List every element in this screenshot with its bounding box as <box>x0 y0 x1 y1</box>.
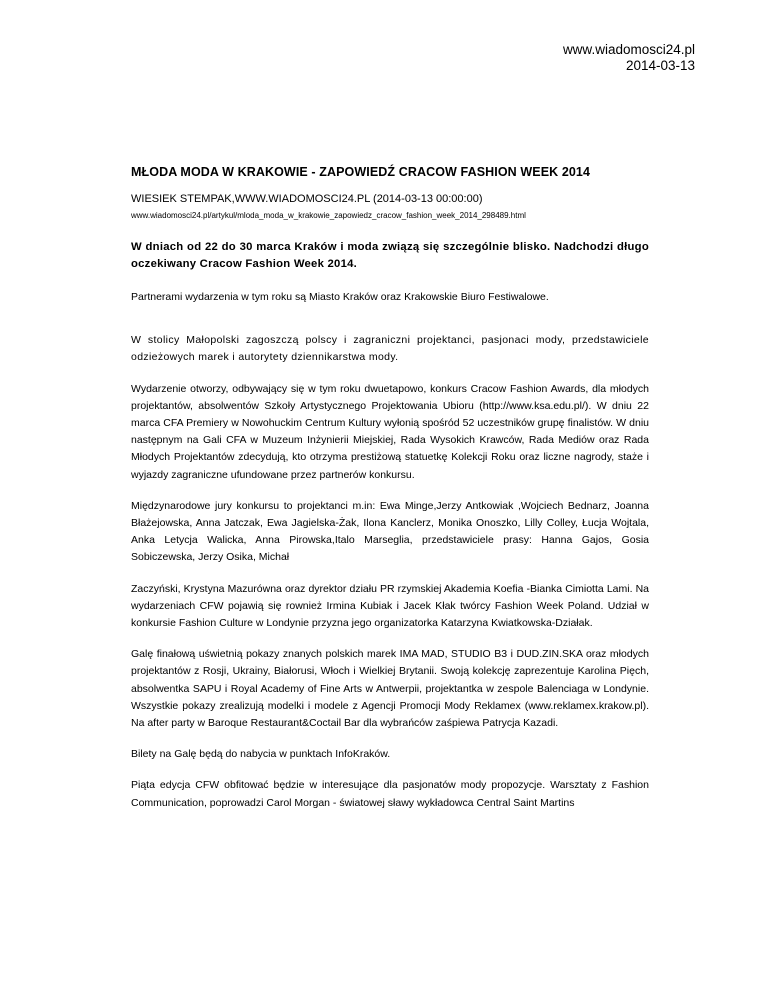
paragraph-jury: Międzynarodowe jury konkursu to projektanci m.in: Ewa Minge,Jerzy Antkowiak ,Wojciech Bednarz, Joanna Błażejowska, Anna Jatczak, Ewa Jagielska-Żak, Ilona Kanclerz, Monika Onoszko, Lilly Colley, Łucja Wojtala, Anka Letycja Walicka, Anna Pirowska,Italo Marseglia, przedstawiciele prasy: Hanna Gajos, Gosia Sobiczewska, Jerzy Osika, Michał <box>131 499 649 564</box>
paragraph-workshops: Piąta edycja CFW obfitować będzie w interesujące dla pasjonatów mody propozycje. Warsztaty z Fashion Communication, poprowadzi Carol Morgan - światowej sławy wykładowca Central Saint Martins <box>131 779 649 809</box>
paragraph-jury-continued: Zaczyński, Krystyna Mazurówna oraz dyrektor działu PR rzymskiej Akademia Koefia -Bianka Cimiotta Lami. Na wydarzeniach CFW pojawią się rownież Irmina Kubiak i Jacek Kłak twórcy Fashion Week Poland. Udział w konkursie Fashion Culture w Londynie przyzna jego organizatorka Katarzyna Kwiatkowska-Działak. <box>131 582 649 630</box>
header-date: 2014-03-13 <box>625 58 695 73</box>
site-name: www.wiadomosci24.pl <box>562 42 695 57</box>
article-title: MŁODA MODA W KRAKOWIE - ZAPOWIEDŹ CRACOW FASHION WEEK 2014 <box>131 165 591 179</box>
paragraph-gala: Galę finałową uświetnią pokazy znanych polskich marek IMA MAD, STUDIO B3 i DUD.ZIN.SKA oraz młodych projektantów z Rosji, Ukrainy, Białorusi, Włoch i Wielkiej Brytanii. Swoją kolekcję zaprezentuje Karolina Pięch, absolwentka SAPU i Royal Academy of Fine Arts w Antwerpii, projektantka w zespole Balenciaga w Londynie. Wszystkie pokazy zrealizują modelki i modele z Agencji Promocji Mody Reklamex (www.reklamex.krakow.pl). Na after party w Baroque Restaurant&Coctail Bar dla wybrańców zaśpiewa Patrycja Kazadi. <box>131 648 649 730</box>
paragraph-guests: W stolicy Małopolski zagoszczą polscy i zagraniczni projektanci, pasjonaci mody, przedstawiciele odzieżowych marek i autorytety dziennikarstwa mody. <box>131 334 649 364</box>
paragraph-partners: Partnerami wydarzenia w tym roku są Miasto Kraków oraz Krakowskie Biuro Festiwalowe. <box>131 291 549 303</box>
paragraph-tickets: Bilety na Galę będą do nabycia w punktach InfoKraków. <box>131 748 391 761</box>
paragraph-awards: Wydarzenie otworzy, odbywający się w tym roku dwuetapowo, konkurs Cracow Fashion Awards, dla młodych projektantów, absolwentów Szkoły Artystycznego Projektowania Ubioru (http://www.ksa.edu.pl/). W dniu 22 marca CFA Premiery w Nowohuckim Centrum Kultury wyłonią spośród 52 uczestników grupę finalistów. W dniu następnym na Gali CFA w Muzeum Inżynierii Miejskiej, Rada Wysokich Krawców, Rada Mediów oraz Rada Młodych Projektantów zdecydują, kto otrzyma prestiżową statuetkę Kolekcji Roku oraz liczne nagrody, staże i wyjazdy zagraniczne ufundowane przez partnerów konkursu. <box>131 382 649 481</box>
page-header <box>563 42 695 74</box>
article <box>131 164 649 826</box>
article-url: www.wiadomosci24.pl/artykul/mloda_moda_w_krakowie_zapowiedz_cracow_fashion_week_2014_298489.html <box>131 211 526 220</box>
article-byline: WIESIEK STEMPAK,WWW.WIADOMOSCI24.PL (2014-03-13 00:00:00) <box>131 193 483 205</box>
article-lead: W dniach od 22 do 30 marca Kraków i moda związą się szczególnie blisko. Nadchodzi długo oczekiwany Cracow Fashion Week 2014. <box>131 241 649 270</box>
